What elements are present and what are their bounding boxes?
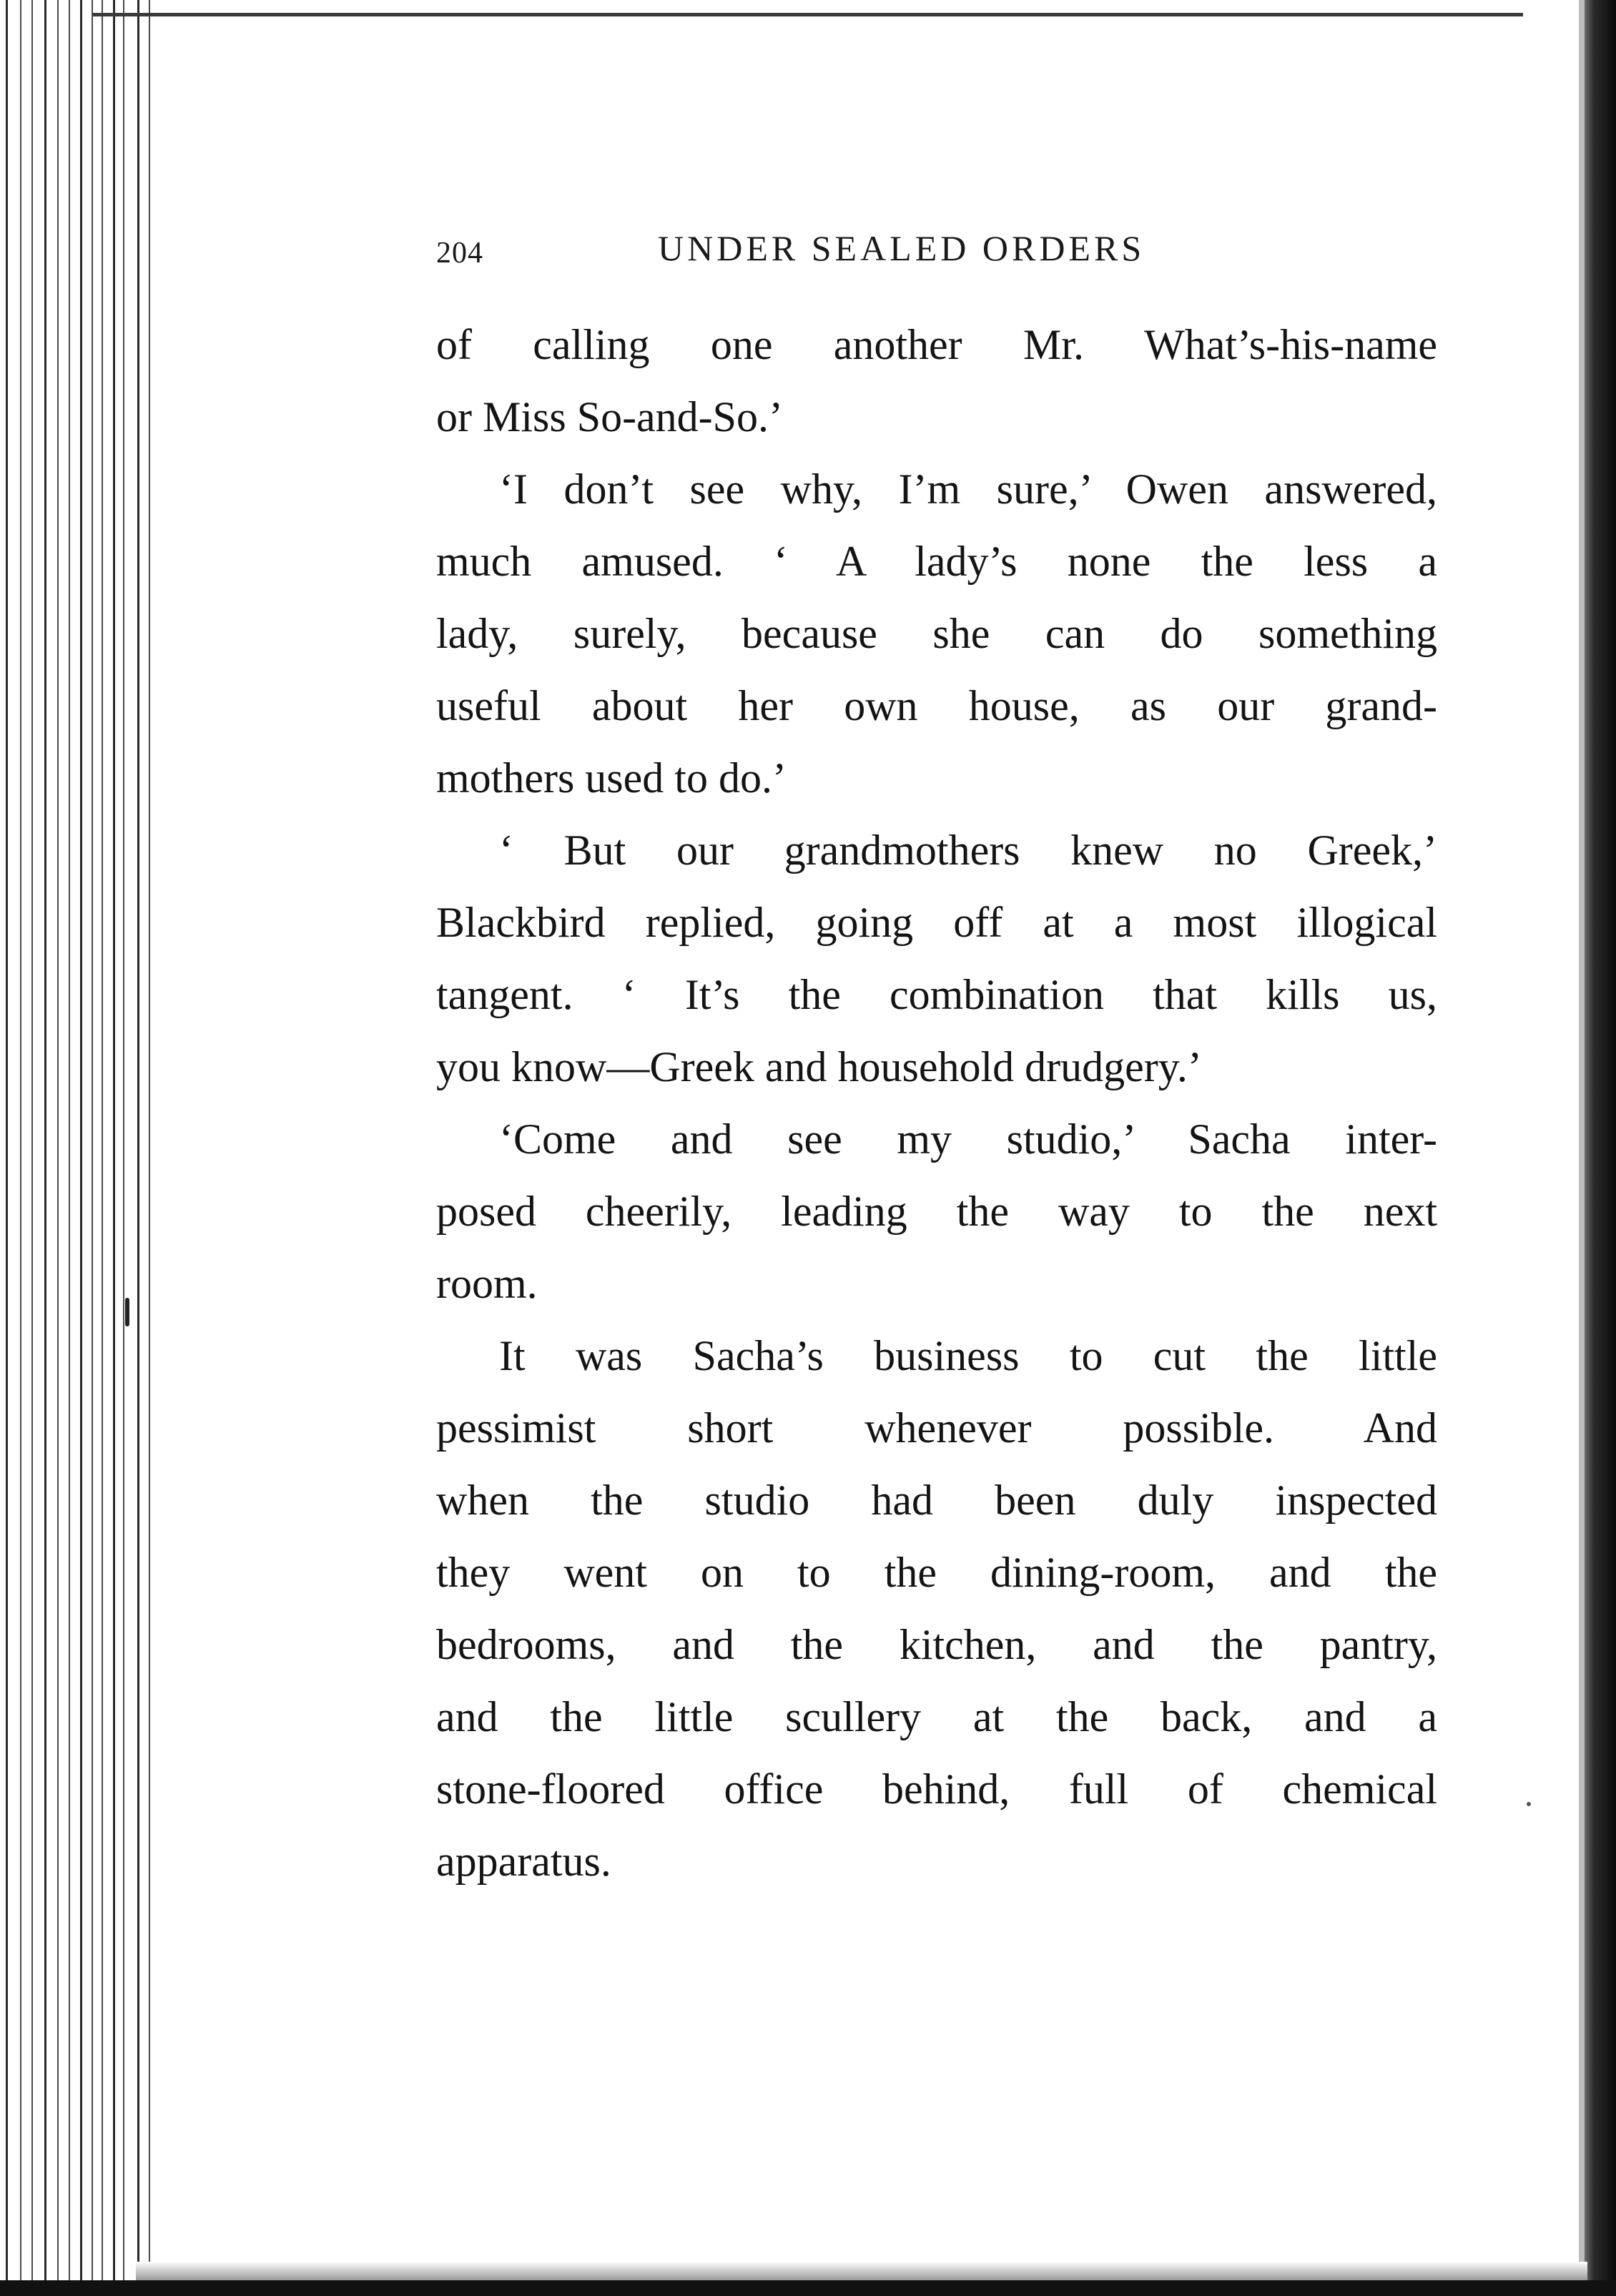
text-line: and the little scullery at the back, and a — [436, 1693, 1437, 1740]
text-line: ‘I don’t see why, I’m sure,’ Owen answered, — [499, 465, 1437, 513]
text-line: they went on to the dining-room, and the — [436, 1549, 1437, 1596]
book-page — [436, 215, 1437, 1898]
text-line: posed cheerily, leading the way to the next — [436, 1188, 1437, 1235]
running-title: UNDER SEALED ORDERS — [658, 228, 1146, 268]
body-text — [436, 309, 1437, 1898]
text-line: It was Sacha’s business to cut the little — [499, 1332, 1437, 1379]
text-line: mothers used to do.’ — [436, 754, 787, 802]
page-bottom-edge — [0, 2280, 1616, 2296]
text-line: much amused. ‘ A lady’s none the less a — [436, 538, 1437, 585]
text-line: Blackbird replied, going off at a most illogical — [436, 899, 1437, 946]
text-line: apparatus. — [436, 1838, 611, 1885]
margin-speck — [1527, 1802, 1531, 1806]
text-line: ‘Come and see my studio,’ Sacha inter- — [499, 1115, 1437, 1163]
book-page-edges — [0, 0, 154, 2296]
text-line: you know—Greek and household drudgery.’ — [436, 1043, 1202, 1090]
text-line: stone-floored office behind, full of chemical — [436, 1765, 1437, 1813]
text-line: bedrooms, and the kitchen, and the pantry, — [436, 1621, 1437, 1668]
text-line: tangent. ‘ It’s the combination that kills us, — [436, 971, 1437, 1018]
text-line: ‘ But our grandmothers knew no Greek,’ — [499, 827, 1437, 874]
binding-highlight — [1579, 0, 1585, 2296]
running-head — [436, 215, 1437, 293]
text-line: when the studio had been duly inspected — [436, 1477, 1437, 1524]
text-line: pessimist short whenever possible. And — [436, 1404, 1437, 1452]
text-line: or Miss So-and-So.’ — [436, 393, 784, 440]
text-line: lady, surely, because she can do something — [436, 610, 1437, 657]
book-binding-edge — [1585, 0, 1616, 2296]
page-number: 204 — [436, 237, 483, 270]
text-line: of calling one another Mr. What’s-his-name — [436, 321, 1437, 368]
page-top-edge — [93, 13, 1523, 16]
text-line: room. — [436, 1260, 538, 1307]
page-bottom-shadow — [136, 2262, 1587, 2280]
margin-speck — [125, 1298, 129, 1326]
text-line: useful about her own house, as our grand- — [436, 682, 1437, 729]
